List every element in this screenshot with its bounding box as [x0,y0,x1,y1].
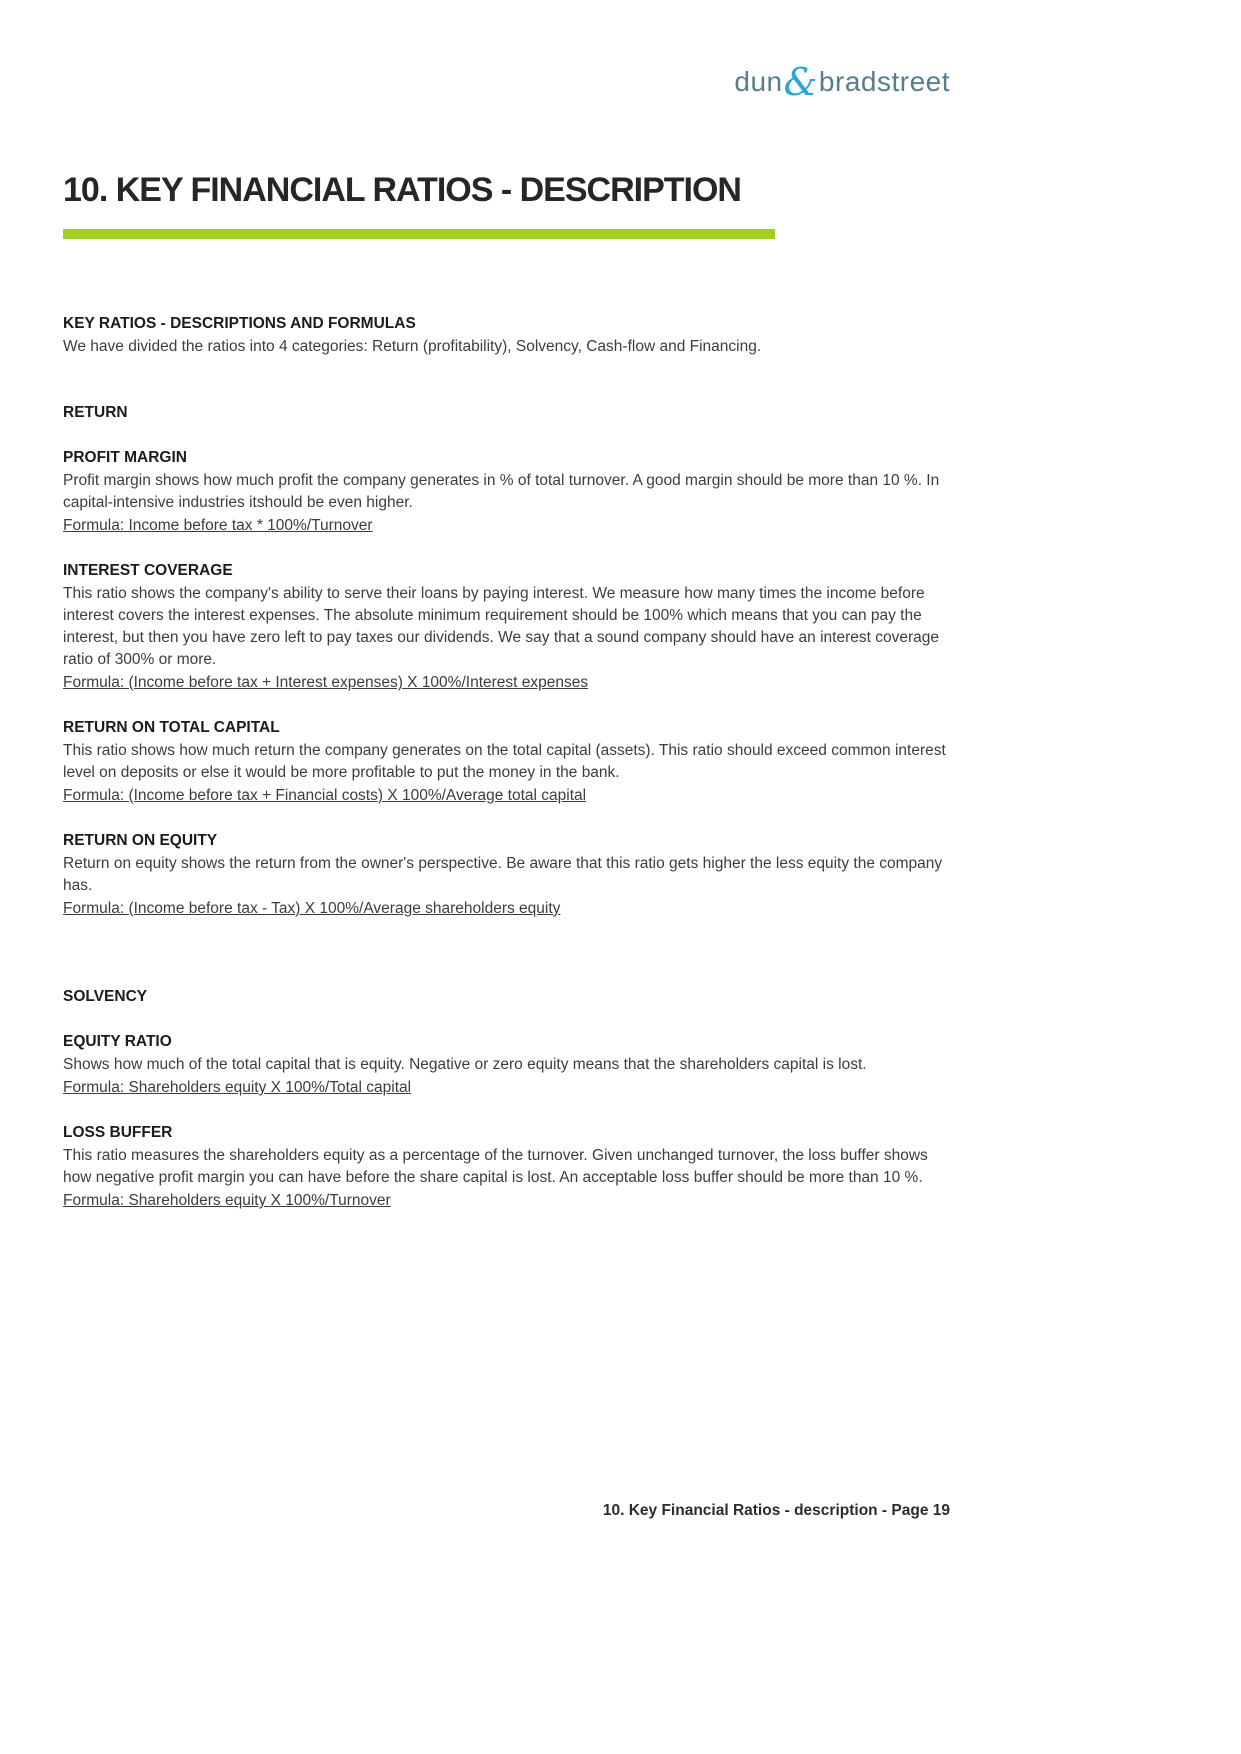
ratio-description: This ratio shows how much return the company generates on the total capital (assets). This ratio should exceed common interest level on deposits or else it would be more profitable to put the money in the bank. [63,742,946,781]
intro-section [63,313,951,358]
ratio-heading: RETURN ON EQUITY [63,832,218,849]
ratio-item-return-on-total-capital [63,717,951,807]
logo-text-dun: dun [734,66,783,97]
category-heading-return: RETURN [63,404,128,421]
ratio-formula: Formula: Shareholders equity X 100%/Total capital [63,1079,412,1096]
ratio-formula: Formula: Income before tax * 100%/Turnover [63,517,373,534]
ratio-item-loss-buffer [63,1122,951,1212]
document-body [63,170,951,1212]
intro-heading: KEY RATIOS - DESCRIPTIONS AND FORMULAS [63,315,416,332]
category-heading-solvency: SOLVENCY [63,988,148,1005]
ratio-item-profit-margin [63,447,951,537]
page-footer: 10. Key Financial Ratios - description - Page 19 [602,1502,950,1519]
ratio-heading: RETURN ON TOTAL CAPITAL [63,719,280,736]
ratio-formula: Formula: (Income before tax + Financial costs) X 100%/Average total capital [63,787,587,804]
ratio-description: Return on equity shows the return from the owner's perspective. Be aware that this ratio gets higher the less equity the company has. [63,855,943,894]
ratio-description: Profit margin shows how much profit the company generates in % of total turnover. A good margin should be more than 10 %. In capital-intensive industries itshould be even higher. [63,472,940,511]
ratio-description: Shows how much of the total capital that is equity. Negative or zero equity means that the shareholders capital is lost. [63,1056,867,1073]
page-title: 10. KEY FINANCIAL RATIOS - DESCRIPTION [63,171,741,209]
ratio-formula: Formula: (Income before tax + Interest expenses) X 100%/Interest expenses [63,674,589,691]
logo-ampersand-icon: & [783,60,818,104]
ratio-description: This ratio shows the company's ability to serve their loans by paying interest. We measure how many times the income before interest covers the interest expenses. The absolute minimum requirement should be 100% which means that you can pay the interest, but then you have zero left to pay taxes our dividends. We say that a sound company should have an interest coverage ratio of 300% or more. [63,585,939,668]
dun-bradstreet-logo [734,60,950,104]
intro-text: We have divided the ratios into 4 categories: Return (profitability), Solvency, Cash-flow and Financing. [63,338,762,355]
logo-text-bradstreet: bradstreet [818,66,950,97]
ratio-description: This ratio measures the shareholders equity as a percentage of the turnover. Given unchanged turnover, the loss buffer shows how negative profit margin you can have before the share capital is lost. An acceptable loss buffer should be more than 10 %. [63,1147,928,1186]
ratio-item-interest-coverage [63,560,951,694]
ratio-heading: LOSS BUFFER [63,1124,173,1141]
ratio-heading: EQUITY RATIO [63,1033,172,1050]
ratio-formula: Formula: Shareholders equity X 100%/Turnover [63,1192,391,1209]
ratio-item-equity-ratio [63,1031,951,1099]
ratio-item-return-on-equity [63,830,951,920]
ratio-formula: Formula: (Income before tax - Tax) X 100%/Average shareholders equity [63,900,561,917]
title-accent-rule [63,229,775,239]
ratio-heading: PROFIT MARGIN [63,449,187,466]
ratio-heading: INTEREST COVERAGE [63,562,233,579]
